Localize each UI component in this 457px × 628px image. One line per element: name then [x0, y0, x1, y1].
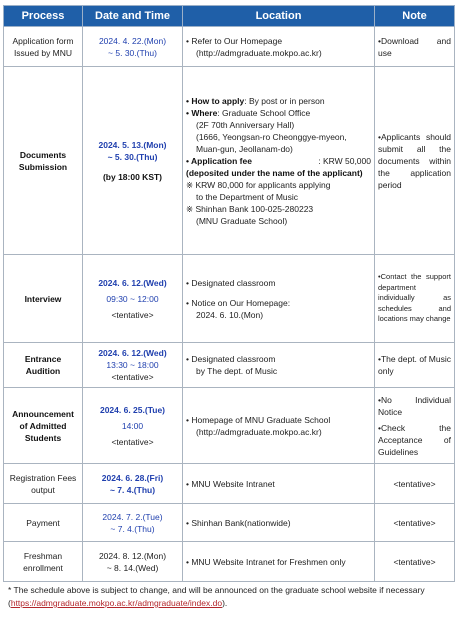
process-cell: Freshman enrollment — [4, 542, 83, 582]
header-process: Process — [4, 6, 83, 27]
date-line: 2024. 6. 12.(Wed) — [98, 348, 167, 358]
time-line: 09:30 ~ 12:00 — [106, 293, 159, 304]
note-cell: •Download and use — [375, 27, 455, 67]
homepage-url[interactable]: (http://admgraduate.mokpo.ac.kr) — [196, 47, 322, 58]
location-line: • Designated classroom — [186, 277, 276, 288]
date-line: 2024. 6. 28.(Fri) — [101, 472, 164, 483]
table-row — [4, 504, 455, 542]
process-cell: Documents Submission — [4, 67, 83, 255]
location-cell — [183, 255, 375, 343]
where-line: (1666, Yeongsan-ro Cheonggye-myeon, — [196, 131, 347, 142]
note-cell: <tentative> — [375, 464, 455, 504]
time-line: 14:00 — [121, 420, 144, 431]
fee-note: ※ KRW 80,000 for applicants applying — [186, 179, 331, 190]
date-cell — [83, 67, 183, 255]
location-cell — [183, 343, 375, 388]
header-note: Note — [375, 6, 455, 27]
location-cell — [183, 27, 375, 67]
table-row — [4, 388, 455, 464]
note-cell: •Applicants should submit all the documents within the application period — [375, 67, 455, 255]
how-label: • How to apply — [186, 95, 245, 106]
process-cell: Application form Issued by MNU — [4, 27, 83, 67]
schedule-footnote — [8, 584, 448, 610]
time-line: 13:30 ~ 18:00 — [106, 360, 159, 370]
location-cell — [183, 67, 375, 255]
process-cell: Registration Fees output — [4, 464, 83, 504]
how-text: : By post or in person — [244, 95, 325, 106]
location-line: 2024. 6. 10.(Mon) — [196, 309, 264, 320]
note-cell: <tentative> — [375, 542, 455, 582]
location-line: • Refer to Our Homepage — [186, 35, 283, 46]
where-line: Muan-gun, Jeollanam-do) — [196, 143, 293, 154]
footnote-end: ). — [222, 598, 228, 608]
bank-account-holder: (MNU Graduate School) — [196, 215, 288, 226]
table-row — [4, 255, 455, 343]
date-line: ~ 5. 30.(Thu) — [108, 47, 157, 58]
date-cell — [83, 388, 183, 464]
location-cell — [183, 388, 375, 464]
process-cell: Announcement of Admitted Students — [4, 388, 83, 464]
note-cell: •Contact the support department individually as schedules and locations may change — [375, 255, 455, 343]
date-line: (by 18:00 KST) — [102, 171, 163, 182]
location-cell: • Shinhan Bank(nationwide) — [183, 504, 375, 542]
date-cell — [83, 504, 183, 542]
note-cell: <tentative> — [375, 504, 455, 542]
table-row — [4, 464, 455, 504]
process-cell: Entrance Audition — [4, 343, 83, 388]
footnote-text: * The schedule above is subject to change, and will be announced on the graduate school website if necessary ( — [8, 585, 425, 608]
date-line: 2024. 6. 25.(Tue) — [99, 404, 166, 415]
tentative-label: <tentative> — [111, 436, 154, 447]
date-line: ~ 5. 30.(Thu) — [107, 151, 158, 162]
location-cell: • MNU Website Intranet — [183, 464, 375, 504]
date-cell — [83, 542, 183, 582]
table-row — [4, 27, 455, 67]
bank-account: ※ Shinhan Bank 100-025-280223 — [186, 203, 314, 214]
location-line: • Designated classroom — [186, 354, 276, 364]
note-cell: •The dept. of Music only — [375, 343, 455, 388]
date-line: 2024. 7. 2.(Tue) — [102, 511, 163, 522]
date-line: 2024. 5. 13.(Mon) — [98, 139, 167, 150]
date-line: 2024. 8. 12.(Mon) — [98, 550, 167, 561]
date-cell — [83, 343, 183, 388]
schedule-table — [3, 5, 455, 582]
date-cell — [83, 464, 183, 504]
date-line: ~ 7. 4.(Thu) — [110, 523, 155, 534]
where-line: (2F 70th Anniversary Hall) — [196, 119, 295, 130]
fee-note: to the Department of Music — [196, 191, 299, 202]
date-line: ~ 7. 4.(Thu) — [109, 484, 156, 495]
table-row — [4, 343, 455, 388]
date-cell — [83, 27, 183, 67]
table-row — [4, 542, 455, 582]
note-line: •Check the Acceptance of Guidelines — [378, 422, 451, 457]
graduate-school-link[interactable]: https://admgraduate.mokpo.ac.kr/admgraduate/index.do — [10, 598, 223, 608]
graduate-school-url[interactable]: (http://admgraduate.mokpo.ac.kr) — [196, 426, 322, 437]
location-line: • Notice on Our Homepage: — [186, 297, 291, 308]
header-date: Date and Time — [83, 6, 183, 27]
date-cell — [83, 255, 183, 343]
fee-label: • Application fee — [186, 155, 252, 166]
process-cell: Payment — [4, 504, 83, 542]
fee-text: : KRW 50,000 — [318, 155, 371, 166]
note-line: •No Individual Notice — [378, 394, 451, 417]
table-header-row — [4, 6, 455, 27]
header-location: Location — [183, 6, 375, 27]
process-cell: Interview — [4, 255, 83, 343]
date-line: 2024. 6. 12.(Wed) — [98, 277, 167, 288]
note-cell — [375, 388, 455, 464]
date-line: 2024. 4. 22.(Mon) — [98, 35, 167, 46]
tentative-label: <tentative> — [111, 372, 154, 382]
where-text: : Graduate School Office — [217, 107, 311, 118]
location-cell: • MNU Website Intranet for Freshmen only — [183, 542, 375, 582]
location-line: • Homepage of MNU Graduate School — [186, 414, 331, 425]
table-row — [4, 67, 455, 255]
where-label: • Where — [186, 107, 218, 118]
fee-note: (deposited under the name of the applicant) — [186, 167, 363, 178]
date-line: ~ 8. 14.(Wed) — [106, 562, 159, 573]
tentative-label: <tentative> — [111, 309, 154, 320]
location-line: by The dept. of Music — [196, 366, 278, 376]
